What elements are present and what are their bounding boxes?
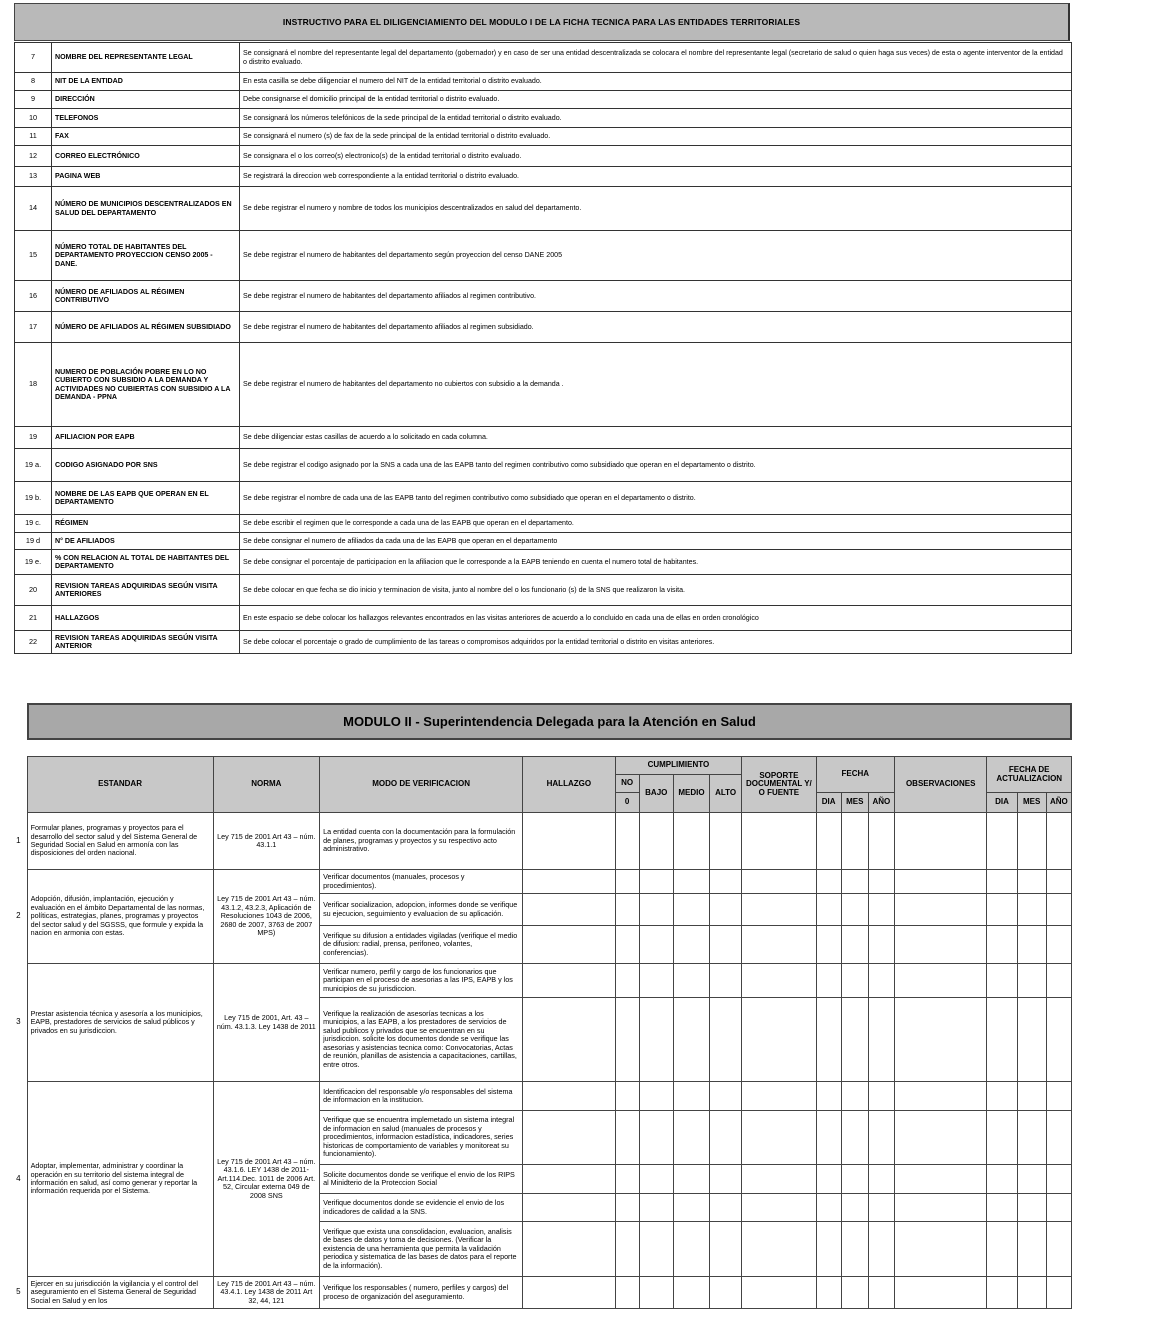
entry-cell[interactable] bbox=[868, 813, 894, 870]
field-label: FAX bbox=[52, 128, 240, 146]
entry-cell[interactable] bbox=[523, 870, 615, 894]
field-description: Se consignará el nombre del representante legal del departamento (gobernador) y en caso de ser una entidad descentralizada se colocara el nombre del representante legal (secretario de salud o quien haga sus veces) de esta o agente interventor de la entidad o distrito evaluado. bbox=[240, 43, 1072, 73]
field-label: NOMBRE DEL REPRESENTANTE LEGAL bbox=[52, 43, 240, 73]
entry-cell[interactable] bbox=[894, 1194, 986, 1222]
entry-cell[interactable] bbox=[894, 964, 986, 998]
header-modo: MODO DE VERIFICACION bbox=[320, 757, 523, 813]
row-number: 8 bbox=[15, 73, 52, 91]
header-estandar: ESTANDAR bbox=[27, 757, 213, 813]
entry-cell[interactable] bbox=[639, 1194, 673, 1222]
entry-cell[interactable] bbox=[1046, 870, 1071, 894]
module2-title: MODULO II - Superintendencia Delegada para la Atención en Salud bbox=[27, 703, 1072, 740]
entry-cell[interactable] bbox=[816, 964, 841, 998]
standard-row bbox=[10, 964, 1072, 998]
header-bajo: BAJO bbox=[639, 775, 673, 813]
field-description: Se debe registrar el numero de habitantes del departamento no cubiertos con subsidio a la demanda . bbox=[240, 343, 1072, 427]
entry-cell[interactable] bbox=[673, 1165, 709, 1194]
header-cumplimiento: CUMPLIMIENTO bbox=[615, 757, 742, 775]
entry-cell[interactable] bbox=[841, 1194, 868, 1222]
field-description: Se debe registrar el codigo asignado por la SNS a cada una de las EAPB tanto del regimen contributivo como subsidiado que operan en el departamento o distrito. bbox=[240, 449, 1072, 482]
entry-cell[interactable] bbox=[816, 1222, 841, 1277]
standard-row bbox=[10, 1277, 1072, 1309]
field-description: Debe consignarse el domicilio principal de la entidad territorial o distrito evaluado. bbox=[240, 91, 1072, 109]
entry-cell[interactable] bbox=[710, 1111, 742, 1165]
entry-cell[interactable] bbox=[710, 1082, 742, 1111]
header-mes: MES bbox=[841, 793, 868, 813]
entry-cell[interactable] bbox=[710, 1277, 742, 1309]
entry-cell[interactable] bbox=[841, 1111, 868, 1165]
field-label: NÚMERO DE AFILIADOS AL RÉGIMEN SUBSIDIADO bbox=[52, 312, 240, 343]
entry-cell[interactable] bbox=[710, 894, 742, 926]
entry-cell[interactable] bbox=[742, 1111, 816, 1165]
instruction-row bbox=[15, 631, 1072, 654]
entry-cell[interactable] bbox=[987, 1277, 1017, 1309]
entry-cell[interactable] bbox=[673, 926, 709, 964]
entry-cell[interactable] bbox=[615, 998, 639, 1082]
entry-cell[interactable] bbox=[1017, 1082, 1046, 1111]
entry-cell[interactable] bbox=[615, 1277, 639, 1309]
entry-cell[interactable] bbox=[639, 1082, 673, 1111]
entry-cell[interactable] bbox=[868, 1194, 894, 1222]
header-soporte: SOPORTE DOCUMENTAL Y/ O FUENTE bbox=[742, 757, 816, 813]
entry-cell[interactable] bbox=[742, 964, 816, 998]
field-description: En esta casilla se debe diligenciar el numero del NIT de la entidad territorial o distrito evaluado. bbox=[240, 73, 1072, 91]
entry-cell[interactable] bbox=[639, 964, 673, 998]
field-label: % CON RELACION AL TOTAL DE HABITANTES DEL DEPARTAMENTO bbox=[52, 550, 240, 575]
field-label: CODIGO ASIGNADO POR SNS bbox=[52, 449, 240, 482]
header-hallazgo: HALLAZGO bbox=[523, 757, 615, 813]
entry-cell[interactable] bbox=[841, 1222, 868, 1277]
header-fecha: FECHA bbox=[816, 757, 894, 793]
field-label: REVISION TAREAS ADQUIRIDAS SEGÚN VISITA ANTERIORES bbox=[52, 575, 240, 606]
entry-cell[interactable] bbox=[523, 1082, 615, 1111]
entry-cell[interactable] bbox=[894, 813, 986, 870]
entry-cell[interactable] bbox=[673, 1111, 709, 1165]
row-number: 19 c. bbox=[15, 515, 52, 533]
instruction-row bbox=[15, 167, 1072, 187]
standard-number: 5 bbox=[16, 1287, 21, 1297]
verification-mode: Verifique la realización de asesorías tecnicas a los municipios, a las EAPB, a los prestadores de servicios de salud publicos y privados que se encuentran en su jurisdiccion. solicite los documentos donde se verifique las asesorias y asistencias tecnica como: Convocatorias, Actas de reunión, planillas de asistencia a capacitaciones, cartillas, entre otros. bbox=[320, 998, 523, 1082]
standard-text: Adoptar, implementar, administrar y coordinar la operación en su territorio del sistema integral de información en salud, así como generar y reportar la información requerida por el Sistema. bbox=[27, 1082, 213, 1277]
field-label: NÚMERO DE AFILIADOS AL RÉGIMEN CONTRIBUTIVO bbox=[52, 281, 240, 312]
row-number: 19 d bbox=[15, 533, 52, 550]
standard-text: Adopción, difusión, implantación, ejecución y evaluación en el ámbito Departamental de las normas, políticas, estrategias, planes, programas y proyectos del sector salud y del SGSSS, que formule y expida la nacion en armonia con estas. bbox=[27, 870, 213, 964]
row-number: 17 bbox=[15, 312, 52, 343]
field-label: NUMERO DE POBLACIÓN POBRE EN LO NO CUBIERTO CON SUBSIDIO A LA DEMANDA Y ACTIVIDADES NO CUBIERTAS CON SUBSIDIO A LA DEMANDA - PPNA bbox=[52, 343, 240, 427]
entry-cell[interactable] bbox=[523, 1277, 615, 1309]
row-number: 11 bbox=[15, 128, 52, 146]
instruction-row bbox=[15, 128, 1072, 146]
entry-cell[interactable] bbox=[742, 894, 816, 926]
entry-cell[interactable] bbox=[639, 998, 673, 1082]
entry-cell[interactable] bbox=[710, 926, 742, 964]
verification-mode: Verifique documentos donde se evidencie el envio de los indicadores de calidad a la SNS. bbox=[320, 1194, 523, 1222]
entry-cell[interactable] bbox=[742, 1165, 816, 1194]
field-description: Se debe colocar el porcentaje o grado de cumplimiento de las tareas o compromisos adquiridos por la entidad territorial o distrito en visitas anteriores. bbox=[240, 631, 1072, 654]
entry-cell[interactable] bbox=[841, 894, 868, 926]
norma-text: Ley 715 de 2001 Art 43 – núm. 43.1.2, 43.2.3, Aplicación de Resoluciones 1043 de 2006, 2680 de 2007, 3763 de 2007 MPS) bbox=[213, 870, 320, 964]
entry-cell[interactable] bbox=[816, 1277, 841, 1309]
entry-cell[interactable] bbox=[841, 964, 868, 998]
verification-mode: La entidad cuenta con la documentación para la formulación de planes, programas y proyectos y su respectivo acto administrativo. bbox=[320, 813, 523, 870]
entry-cell[interactable] bbox=[868, 1111, 894, 1165]
entry-cell[interactable] bbox=[1017, 998, 1046, 1082]
verification-mode: Verifique los responsables ( numero, perfiles y cargos) del proceso de organización del aseguramiento. bbox=[320, 1277, 523, 1309]
header-zero: 0 bbox=[615, 793, 639, 813]
header-alto: ALTO bbox=[710, 775, 742, 813]
field-label: NIT DE LA ENTIDAD bbox=[52, 73, 240, 91]
entry-cell[interactable] bbox=[1017, 1111, 1046, 1165]
field-label: AFILIACION POR EAPB bbox=[52, 427, 240, 449]
instruction-row bbox=[15, 427, 1072, 449]
entry-cell[interactable] bbox=[816, 813, 841, 870]
header-medio: MEDIO bbox=[673, 775, 709, 813]
entry-cell[interactable] bbox=[615, 894, 639, 926]
header-anio-act: AÑO bbox=[1046, 793, 1071, 813]
field-description: Se debe registrar el numero de habitantes del departamento afiliados al regimen subsidiado. bbox=[240, 312, 1072, 343]
entry-cell[interactable] bbox=[742, 926, 816, 964]
field-description: Se debe registrar el numero de habitantes del departamento según proyeccion del censo DANE 2005 bbox=[240, 231, 1072, 281]
entry-cell[interactable] bbox=[615, 926, 639, 964]
entry-cell[interactable] bbox=[1046, 1194, 1071, 1222]
entry-cell[interactable] bbox=[841, 870, 868, 894]
verification-mode: Verifique su difusion a entidades vigiladas (verifique el medio de difusion: radial, prensa, perifoneo, volantes, conferencias). bbox=[320, 926, 523, 964]
entry-cell[interactable] bbox=[868, 870, 894, 894]
norma-text: Ley 715 de 2001, Art. 43 – núm. 43.1.3. Ley 1438 de 2011 bbox=[213, 964, 320, 1082]
entry-cell[interactable] bbox=[615, 964, 639, 998]
entry-cell[interactable] bbox=[841, 926, 868, 964]
entry-cell[interactable] bbox=[710, 998, 742, 1082]
entry-cell[interactable] bbox=[868, 998, 894, 1082]
entry-cell[interactable] bbox=[523, 1194, 615, 1222]
field-label: RÉGIMEN bbox=[52, 515, 240, 533]
field-description: Se debe consignar el numero de afiliados da cada una de las EAPB que operan en el departamento bbox=[240, 533, 1072, 550]
entry-cell[interactable] bbox=[673, 1082, 709, 1111]
instruction-row bbox=[15, 73, 1072, 91]
entry-cell[interactable] bbox=[1046, 813, 1071, 870]
header-observaciones: OBSERVACIONES bbox=[894, 757, 986, 813]
entry-cell[interactable] bbox=[710, 1165, 742, 1194]
entry-cell[interactable] bbox=[742, 1082, 816, 1111]
entry-cell[interactable] bbox=[742, 813, 816, 870]
row-number: 9 bbox=[15, 91, 52, 109]
standard-number: 4 bbox=[16, 1173, 21, 1183]
entry-cell[interactable] bbox=[523, 964, 615, 998]
entry-cell[interactable] bbox=[894, 1082, 986, 1111]
entry-cell[interactable] bbox=[1017, 1277, 1046, 1309]
entry-cell[interactable] bbox=[868, 1222, 894, 1277]
entry-cell[interactable] bbox=[1046, 1111, 1071, 1165]
entry-cell[interactable] bbox=[523, 1222, 615, 1277]
instruction-row bbox=[15, 281, 1072, 312]
entry-cell[interactable] bbox=[894, 926, 986, 964]
entry-cell[interactable] bbox=[816, 894, 841, 926]
instruction-row bbox=[15, 515, 1072, 533]
entry-cell[interactable] bbox=[742, 1194, 816, 1222]
entry-cell[interactable] bbox=[868, 1082, 894, 1111]
entry-cell[interactable] bbox=[868, 894, 894, 926]
row-number: 22 bbox=[15, 631, 52, 654]
verification-mode: Identificacion del responsable y/o responsables del sistema de informacion en la institucion. bbox=[320, 1082, 523, 1111]
entry-cell[interactable] bbox=[673, 1277, 709, 1309]
entry-cell[interactable] bbox=[639, 1277, 673, 1309]
entry-cell[interactable] bbox=[710, 1222, 742, 1277]
instruction-row bbox=[15, 91, 1072, 109]
entry-cell[interactable] bbox=[987, 1222, 1017, 1277]
entry-cell[interactable] bbox=[987, 1194, 1017, 1222]
entry-cell[interactable] bbox=[816, 1111, 841, 1165]
entry-cell[interactable] bbox=[639, 1111, 673, 1165]
field-description: Se debe registrar el numero y nombre de todos los municipios descentralizados en salud del departamento. bbox=[240, 187, 1072, 231]
instruction-row bbox=[15, 312, 1072, 343]
entry-cell[interactable] bbox=[894, 998, 986, 1082]
entry-cell[interactable] bbox=[673, 964, 709, 998]
entry-cell[interactable] bbox=[615, 813, 639, 870]
entry-cell[interactable] bbox=[1046, 1222, 1071, 1277]
verification-mode: Verifique que se encuentra implemetado un sistema integral de informacion en salud (manuales de procesos y procedimientos, informacion estadística, indicadores, series historicas de comportamiento de variables y monitoreat su funcionamiento). bbox=[320, 1111, 523, 1165]
verification-mode: Verificar numero, perfil y cargo de los funcionarios que participan en el proceso de asesorias a las IPS, EAPB y los municipios de su jurisdiccion. bbox=[320, 964, 523, 998]
entry-cell[interactable] bbox=[1017, 926, 1046, 964]
row-number: 10 bbox=[15, 109, 52, 128]
entry-cell[interactable] bbox=[1046, 926, 1071, 964]
norma-text: Ley 715 de 2001 Art 43 – núm. 43.4.1. Ley 1438 de 2011 Art 32, 44, 121 bbox=[213, 1277, 320, 1309]
standard-row bbox=[10, 813, 1072, 870]
entry-cell[interactable] bbox=[1046, 1277, 1071, 1309]
field-description: Se debe registrar el nombre de cada una de las EAPB tanto del regimen contributivo como subsidiado que operan en el departamento o distrito. bbox=[240, 482, 1072, 515]
entry-cell[interactable] bbox=[742, 998, 816, 1082]
entry-cell[interactable] bbox=[1017, 870, 1046, 894]
field-label: NOMBRE DE LAS EAPB QUE OPERAN EN EL DEPARTAMENTO bbox=[52, 482, 240, 515]
header-norma: NORMA bbox=[213, 757, 320, 813]
entry-cell[interactable] bbox=[673, 1194, 709, 1222]
entry-cell[interactable] bbox=[868, 964, 894, 998]
field-description: Se consignará los números telefónicos de la sede principal de la entidad territorial o distrito evaluado. bbox=[240, 109, 1072, 128]
entry-cell[interactable] bbox=[710, 1194, 742, 1222]
entry-cell[interactable] bbox=[987, 998, 1017, 1082]
field-label: PAGINA WEB bbox=[52, 167, 240, 187]
entry-cell[interactable] bbox=[639, 894, 673, 926]
verification-mode: Verificar documentos (manuales, procesos y procedimientos). bbox=[320, 870, 523, 894]
entry-cell[interactable] bbox=[615, 870, 639, 894]
norma-text: Ley 715 de 2001 Art 43 – núm. 43.1.1 bbox=[213, 813, 320, 870]
entry-cell[interactable] bbox=[742, 870, 816, 894]
module1-table bbox=[14, 42, 1072, 654]
entry-cell[interactable] bbox=[1046, 964, 1071, 998]
entry-cell[interactable] bbox=[673, 813, 709, 870]
instruction-row bbox=[15, 146, 1072, 167]
entry-cell[interactable] bbox=[894, 870, 986, 894]
entry-cell[interactable] bbox=[987, 1111, 1017, 1165]
row-number: 15 bbox=[15, 231, 52, 281]
instruction-row bbox=[15, 187, 1072, 231]
entry-cell[interactable] bbox=[523, 1165, 615, 1194]
entry-cell[interactable] bbox=[1046, 894, 1071, 926]
entry-cell[interactable] bbox=[615, 1222, 639, 1277]
header-mes-act: MES bbox=[1017, 793, 1046, 813]
row-number: 19 a. bbox=[15, 449, 52, 482]
standard-number: 2 bbox=[16, 911, 21, 921]
entry-cell[interactable] bbox=[639, 813, 673, 870]
field-description: Se debe colocar en que fecha se dio inicio y terminacion de visita, junto al nombre del o los funcionario (s) de la SNS que realizaron la visita. bbox=[240, 575, 1072, 606]
entry-cell[interactable] bbox=[523, 926, 615, 964]
entry-cell[interactable] bbox=[868, 1277, 894, 1309]
entry-cell[interactable] bbox=[710, 870, 742, 894]
entry-cell[interactable] bbox=[841, 998, 868, 1082]
entry-cell[interactable] bbox=[816, 926, 841, 964]
entry-cell[interactable] bbox=[523, 894, 615, 926]
entry-cell[interactable] bbox=[615, 1194, 639, 1222]
entry-cell[interactable] bbox=[710, 813, 742, 870]
entry-cell[interactable] bbox=[816, 1082, 841, 1111]
field-label: REVISION TAREAS ADQUIRIDAS SEGÚN VISITA ANTERIOR bbox=[52, 631, 240, 654]
entry-cell[interactable] bbox=[868, 1165, 894, 1194]
instruction-row bbox=[15, 533, 1072, 550]
field-label: NÚMERO TOTAL DE HABITANTES DEL DEPARTAMENTO PROYECCION CENSO 2005 - DANE. bbox=[52, 231, 240, 281]
entry-cell[interactable] bbox=[523, 998, 615, 1082]
entry-cell[interactable] bbox=[742, 1277, 816, 1309]
row-number: 20 bbox=[15, 575, 52, 606]
row-number: 13 bbox=[15, 167, 52, 187]
field-label: HALLAZGOS bbox=[52, 606, 240, 631]
entry-cell[interactable] bbox=[894, 1277, 986, 1309]
field-description: En este espacio se debe colocar los hallazgos relevantes encontrados en las visitas anteriores de acuerdo a lo concluido en cada una de ellas en orden cronológico bbox=[240, 606, 1072, 631]
entry-cell[interactable] bbox=[615, 1165, 639, 1194]
row-number: 19 e. bbox=[15, 550, 52, 575]
instruction-row bbox=[15, 43, 1072, 73]
field-label: NÚMERO DE MUNICIPIOS DESCENTRALIZADOS EN SALUD DEL DEPARTAMENTO bbox=[52, 187, 240, 231]
standard-row bbox=[10, 870, 1072, 894]
norma-text: Ley 715 de 2001 Art 43 – núm. 43.1.6. LEY 1438 de 2011- Art.114.Dec. 1011 de 2006 Art. 52, Circular externa 049 de 2008 SNS bbox=[213, 1082, 320, 1277]
entry-cell[interactable] bbox=[987, 926, 1017, 964]
standard-text: Prestar asistencia técnica y asesoría a los municipios, EAPB, prestadores de servicios de salud públicos y privados en su jurisdiccion. bbox=[27, 964, 213, 1082]
entry-cell[interactable] bbox=[523, 813, 615, 870]
standard-row bbox=[10, 1082, 1072, 1111]
module1-title: INSTRUCTIVO PARA EL DILIGENCIAMIENTO DEL MODULO I DE LA FICHA TECNICA PARA LAS ENTIDADES TERRITORIALES bbox=[14, 3, 1070, 41]
entry-cell[interactable] bbox=[523, 1111, 615, 1165]
field-description: Se consignará el numero (s) de fax de la sede principal de la entidad territorial o distrito evaluado. bbox=[240, 128, 1072, 146]
field-label: TELEFONOS bbox=[52, 109, 240, 128]
instruction-row bbox=[15, 231, 1072, 281]
entry-cell[interactable] bbox=[987, 964, 1017, 998]
entry-cell[interactable] bbox=[1017, 813, 1046, 870]
row-number: 12 bbox=[15, 146, 52, 167]
field-description: Se consignara el o los correo(s) electronico(s) de la entidad territorial o distrito evaluado. bbox=[240, 146, 1072, 167]
entry-cell[interactable] bbox=[816, 1194, 841, 1222]
row-number: 16 bbox=[15, 281, 52, 312]
entry-cell[interactable] bbox=[639, 1165, 673, 1194]
field-description: Se debe consignar el porcentaje de participacion en la afiliacion que le corresponde a la EAPB teniendo en cuenta el numero total de habitantes. bbox=[240, 550, 1072, 575]
instruction-row bbox=[15, 575, 1072, 606]
row-number: 19 bbox=[15, 427, 52, 449]
header-dia: DIA bbox=[816, 793, 841, 813]
instruction-row bbox=[15, 109, 1072, 128]
entry-cell[interactable] bbox=[987, 813, 1017, 870]
entry-cell[interactable] bbox=[615, 1111, 639, 1165]
verification-mode: Verificar socializacion, adopcion, informes donde se verifique su ejecucion, seguimiento y evaluacion de su aplicación. bbox=[320, 894, 523, 926]
entry-cell[interactable] bbox=[710, 964, 742, 998]
instruction-row bbox=[15, 550, 1072, 575]
instruction-row bbox=[15, 606, 1072, 631]
entry-cell[interactable] bbox=[894, 1111, 986, 1165]
entry-cell[interactable] bbox=[1017, 1194, 1046, 1222]
row-number: 7 bbox=[15, 43, 52, 73]
row-number: 14 bbox=[15, 187, 52, 231]
field-description: Se debe escribir el regimen que le corresponde a cada una de las EAPB que operan en el departamento. bbox=[240, 515, 1072, 533]
entry-cell[interactable] bbox=[841, 1082, 868, 1111]
entry-cell[interactable] bbox=[1017, 894, 1046, 926]
standard-text: Ejercer en su jurisdicción la vigilancia y el control del aseguramiento en el Sistema General de Seguridad Social en Salud y en los bbox=[27, 1277, 213, 1309]
entry-cell[interactable] bbox=[673, 998, 709, 1082]
entry-cell[interactable] bbox=[673, 870, 709, 894]
entry-cell[interactable] bbox=[816, 870, 841, 894]
header-no: NO bbox=[615, 775, 639, 793]
entry-cell[interactable] bbox=[1046, 1165, 1071, 1194]
entry-cell[interactable] bbox=[894, 1222, 986, 1277]
entry-cell[interactable] bbox=[987, 1165, 1017, 1194]
header-fecha-actualizacion: FECHA DE ACTUALIZACION bbox=[987, 757, 1072, 793]
instruction-row bbox=[15, 482, 1072, 515]
header-anio: AÑO bbox=[868, 793, 894, 813]
entry-cell[interactable] bbox=[639, 1222, 673, 1277]
entry-cell[interactable] bbox=[987, 894, 1017, 926]
row-number: 19 b. bbox=[15, 482, 52, 515]
entry-cell[interactable] bbox=[841, 1277, 868, 1309]
entry-cell[interactable] bbox=[841, 1165, 868, 1194]
verification-mode: Solicite documentos donde se verifique el envio de los RIPS al Minidterio de la Proteccion Social bbox=[320, 1165, 523, 1194]
entry-cell[interactable] bbox=[816, 998, 841, 1082]
field-label: DIRECCIÓN bbox=[52, 91, 240, 109]
field-description: Se debe registrar el numero de habitantes del departamento afiliados al regimen contributivo. bbox=[240, 281, 1072, 312]
standard-text: Formular planes, programas y proyectos para el desarrollo del sector salud y del Sistema General de Seguridad Social en Salud en armonía con las disposiciones del orden nacional. bbox=[27, 813, 213, 870]
entry-cell[interactable] bbox=[816, 1165, 841, 1194]
entry-cell[interactable] bbox=[615, 1082, 639, 1111]
field-description: Se debe diligenciar estas casillas de acuerdo a lo solicitado en cada columna. bbox=[240, 427, 1072, 449]
row-number: 18 bbox=[15, 343, 52, 427]
entry-cell[interactable] bbox=[987, 870, 1017, 894]
field-label: N° DE AFILIADOS bbox=[52, 533, 240, 550]
standard-number: 1 bbox=[16, 835, 21, 845]
entry-cell[interactable] bbox=[868, 926, 894, 964]
header-dia-act: DIA bbox=[987, 793, 1017, 813]
entry-cell[interactable] bbox=[841, 813, 868, 870]
entry-cell[interactable] bbox=[1046, 998, 1071, 1082]
entry-cell[interactable] bbox=[742, 1222, 816, 1277]
standard-number: 3 bbox=[16, 1017, 21, 1027]
entry-cell[interactable] bbox=[894, 1165, 986, 1194]
entry-cell[interactable] bbox=[639, 870, 673, 894]
entry-cell[interactable] bbox=[1017, 1222, 1046, 1277]
row-number: 21 bbox=[15, 606, 52, 631]
field-label: CORREO ELECTRÓNICO bbox=[52, 146, 240, 167]
entry-cell[interactable] bbox=[1017, 964, 1046, 998]
entry-cell[interactable] bbox=[673, 894, 709, 926]
entry-cell[interactable] bbox=[894, 894, 986, 926]
verification-mode: Verifique que exista una consolidacion, evaluacion, analisis de bases de datos y toma de decisiones. (Verificar la existencia de una herramienta que permita la validación periodica y sistematica de las bases de datos para el reporte de la información). bbox=[320, 1222, 523, 1277]
field-description: Se registrará la direccion web correspondiente a la entidad territorial o distrito evaluado. bbox=[240, 167, 1072, 187]
entry-cell[interactable] bbox=[987, 1082, 1017, 1111]
entry-cell[interactable] bbox=[673, 1222, 709, 1277]
module2-table bbox=[10, 756, 1072, 1309]
instruction-row bbox=[15, 449, 1072, 482]
entry-cell[interactable] bbox=[1017, 1165, 1046, 1194]
instruction-row bbox=[15, 343, 1072, 427]
entry-cell[interactable] bbox=[639, 926, 673, 964]
entry-cell[interactable] bbox=[1046, 1082, 1071, 1111]
